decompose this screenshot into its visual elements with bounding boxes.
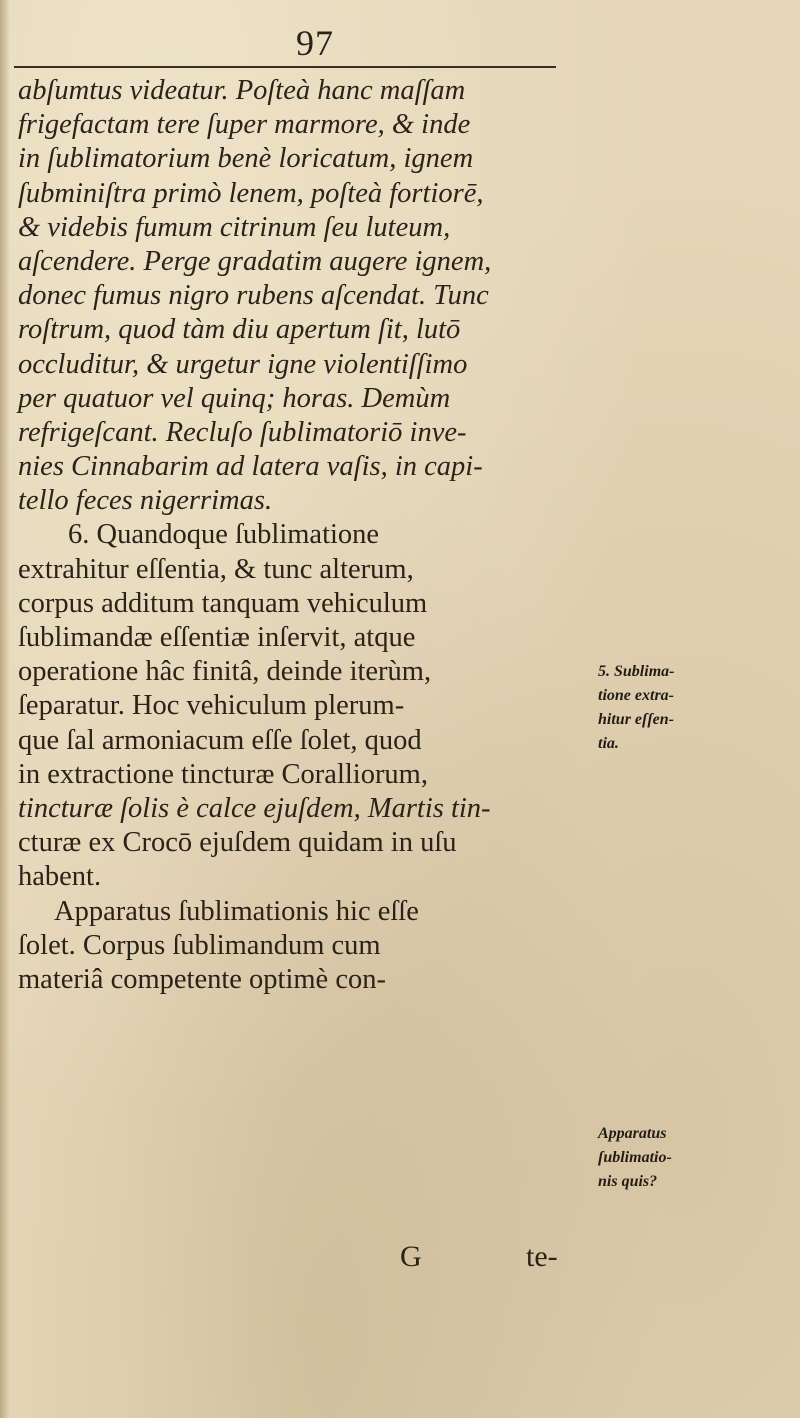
text-line: occluditur, & urgetur igne violentiſſimo (18, 348, 468, 380)
main-text-block (18, 74, 588, 997)
text-line: ſubminiſtra primò lenem, poſteà fortiorē, (18, 177, 484, 209)
text-line: frigefactam tere ſuper marmore, & inde (18, 109, 471, 141)
text-line: & videbis fumum citrinum ſeu luteum, (18, 211, 451, 243)
text-line: cturæ ex Crocō ejuſdem quidam in uſu (18, 827, 457, 859)
text-line: operatione hâc finitâ, deinde iterùm, (18, 656, 432, 688)
sidenote-apparatus (598, 1122, 798, 1194)
text-line: materiâ competente optimè con- (18, 963, 386, 995)
text-line: nies Cinnabarim ad latera vaſis, in capi- (18, 451, 483, 483)
sidenote-line: ſublimatio- (598, 1149, 672, 1166)
text-line: in extractione tincturæ Coralliorum, (18, 758, 428, 790)
page-number: 97 (296, 23, 334, 63)
text-line: refrigeſcant. Recluſo ſublimatoriō inve- (18, 416, 467, 448)
sidenote-line: tia. (598, 735, 619, 752)
text-line: ſeparatur. Hoc vehiculum plerum- (18, 690, 405, 722)
sidenote-line: hitur eſſen- (598, 711, 674, 728)
text-line: per quatuor vel quinq; horas. Demùm (18, 382, 451, 414)
catchword: te- (526, 1240, 558, 1273)
sidenote-sublimatione (598, 660, 798, 756)
text-line: habent. (18, 861, 102, 893)
sidenote-line: 5. Sublima- (598, 663, 675, 680)
signature-mark: G (400, 1240, 422, 1273)
text-line: in ſublimatorium benè loricatum, ignem (18, 143, 474, 175)
sidenote-line: Apparatus (598, 1125, 667, 1142)
sidenote-line: nis quis? (598, 1173, 658, 1190)
text-line: 6. Quandoque ſublimatione (68, 519, 380, 551)
page-edge-shadow (0, 0, 10, 1418)
text-line: tello feces nigerrimas. (18, 485, 273, 517)
text-line: Apparatus ſublimationis hic eſſe (54, 895, 419, 927)
text-line: extrahitur eſſentia, & tunc alterum, (18, 553, 414, 585)
header-rule (14, 66, 556, 68)
text-line: ſolet. Corpus ſublimandum cum (18, 929, 381, 961)
text-line: que ſal armoniacum eſſe ſolet, quod (18, 724, 422, 756)
text-line: roſtrum, quod tàm diu apertum ſit, lutō (18, 314, 461, 346)
text-line: tincturæ ſolis è calce ejuſdem, Martis tin- (18, 792, 491, 824)
text-line: aſcendere. Perge gradatim augere ignem, (18, 245, 492, 277)
text-line: ſublimandæ eſſentiæ inſervit, atque (18, 622, 416, 653)
text-line: donec fumus nigro rubens aſcendat. Tunc (18, 280, 489, 312)
text-line: corpus additum tanquam vehiculum (18, 587, 428, 619)
text-line: abſumtus videatur. Poſteà hanc maſſam (18, 75, 466, 106)
sidenote-line: tione extra- (598, 687, 674, 704)
